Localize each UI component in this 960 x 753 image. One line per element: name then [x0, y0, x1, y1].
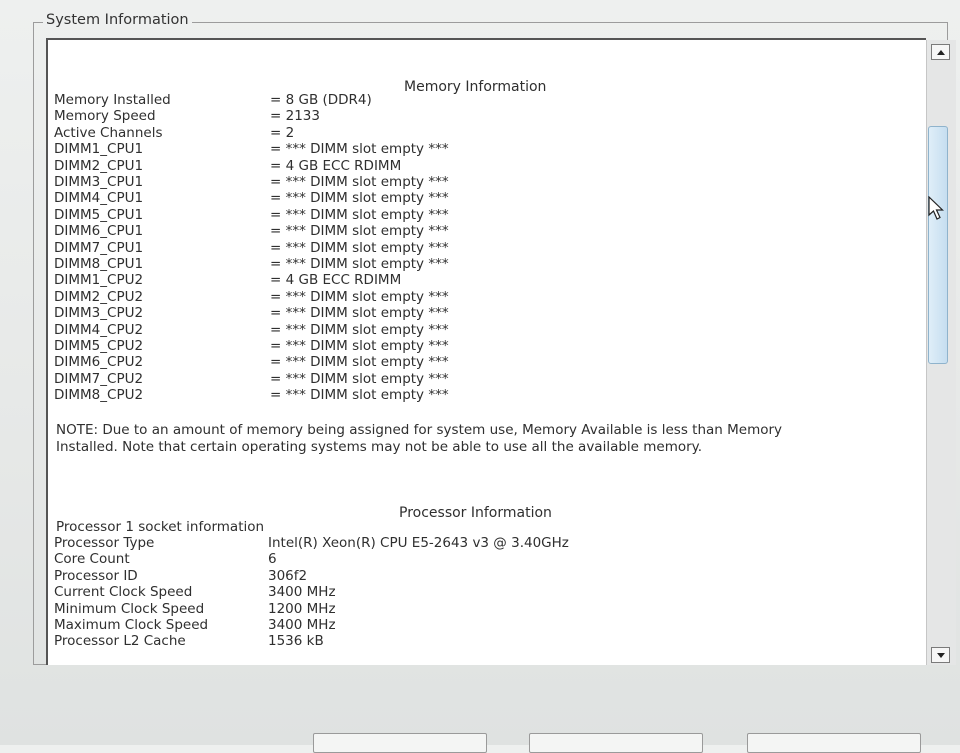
processor-row-value: 1536 kB: [268, 633, 324, 650]
memory-row-value: = *** DIMM slot empty ***: [270, 387, 449, 404]
arrow-up-icon: [937, 50, 945, 55]
processor-row-label: Maximum Clock Speed: [54, 617, 209, 633]
memory-row-value: = *** DIMM slot empty ***: [270, 239, 449, 256]
memory-row-label: DIMM3_CPU1: [54, 174, 144, 190]
memory-row-value: = 2133: [270, 108, 320, 125]
memory-row-label: DIMM5_CPU2: [54, 338, 144, 354]
memory-row-label: DIMM1_CPU2: [54, 272, 144, 289]
processor-row-value: 306f2: [268, 567, 308, 584]
info-panel: [46, 38, 926, 665]
memory-row-value: = *** DIMM slot empty ***: [270, 354, 449, 371]
memory-row-value: = *** DIMM slot empty ***: [270, 206, 449, 223]
memory-row-value: = 4 GB ECC RDIMM: [270, 272, 402, 289]
processor-row-value: 3400 MHz: [268, 584, 336, 601]
memory-row-value: = *** DIMM slot empty ***: [270, 338, 449, 354]
memory-row-label: DIMM7_CPU2: [54, 370, 144, 387]
processor-row-label: Core Count: [54, 551, 130, 568]
memory-row-value: = 4 GB ECC RDIMM: [270, 157, 402, 174]
mouse-pointer-icon: [928, 196, 946, 222]
vertical-scrollbar[interactable]: [926, 40, 956, 665]
footer-button-1[interactable]: [313, 733, 487, 753]
processor-row-value: Intel(R) Xeon(R) CPU E5-2643 v3 @ 3.40GHz: [268, 535, 569, 551]
memory-note: NOTE: Due to an amount of memory being assigned for system use, Memory Available is less than Memory Installed. Note that certain operating systems may not be able to use all the available memory.: [56, 422, 783, 455]
processor-socket-label: Processor 1 socket information: [56, 519, 265, 535]
memory-row-value: = *** DIMM slot empty ***: [270, 288, 449, 305]
processor-row-label: Current Clock Speed: [54, 584, 193, 601]
memory-row-label: DIMM8_CPU2: [54, 387, 144, 404]
memory-row-label: DIMM6_CPU2: [54, 354, 144, 371]
arrow-down-icon: [937, 653, 945, 658]
footer-button-3[interactable]: [747, 733, 921, 753]
memory-row-value: = *** DIMM slot empty ***: [270, 370, 449, 387]
processor-row-value: 3400 MHz: [268, 617, 336, 633]
memory-row-label: DIMM2_CPU1: [54, 157, 144, 174]
memory-row-label: DIMM5_CPU1: [54, 206, 144, 223]
memory-row-label: DIMM2_CPU2: [54, 288, 144, 305]
memory-row-value: = 8 GB (DDR4): [270, 92, 372, 108]
processor-row-label: Minimum Clock Speed: [54, 600, 205, 617]
memory-row-label: DIMM3_CPU2: [54, 305, 144, 322]
processor-row-value: 6: [268, 551, 277, 568]
processor-row-label: Processor Type: [54, 535, 155, 551]
group-title: System Information: [43, 12, 192, 28]
memory-row-label: Memory Installed: [54, 92, 171, 108]
scrollbar-thumb[interactable]: [928, 126, 948, 364]
memory-row-value: = *** DIMM slot empty ***: [270, 174, 449, 190]
processor-row-label: Processor ID: [54, 567, 138, 584]
processor-row-label: Processor L2 Cache: [54, 633, 186, 650]
memory-heading: Memory Information: [404, 79, 547, 95]
memory-row-label: DIMM1_CPU1: [54, 141, 144, 158]
memory-row-label: DIMM4_CPU1: [54, 190, 144, 207]
processor-heading: Processor Information: [399, 505, 552, 521]
memory-row-value: = *** DIMM slot empty ***: [270, 321, 449, 338]
memory-row-value: = *** DIMM slot empty ***: [270, 256, 449, 272]
memory-row-value: = *** DIMM slot empty ***: [270, 223, 449, 240]
memory-row-value: = *** DIMM slot empty ***: [270, 305, 449, 322]
memory-row-label: DIMM6_CPU1: [54, 223, 144, 240]
footer-button-2[interactable]: [529, 733, 703, 753]
processor-row-value: 1200 MHz: [268, 600, 336, 617]
memory-row-value: = *** DIMM slot empty ***: [270, 190, 449, 207]
memory-row-label: Active Channels: [54, 124, 163, 141]
memory-row-label: DIMM7_CPU1: [54, 239, 144, 256]
memory-row-value: = 2: [270, 124, 295, 141]
scroll-down-button[interactable]: [931, 647, 950, 663]
memory-row-label: DIMM4_CPU2: [54, 321, 144, 338]
memory-row-value: = *** DIMM slot empty ***: [270, 141, 449, 158]
memory-row-label: Memory Speed: [54, 108, 156, 125]
scroll-up-button[interactable]: [931, 44, 950, 60]
memory-row-label: DIMM8_CPU1: [54, 256, 144, 272]
